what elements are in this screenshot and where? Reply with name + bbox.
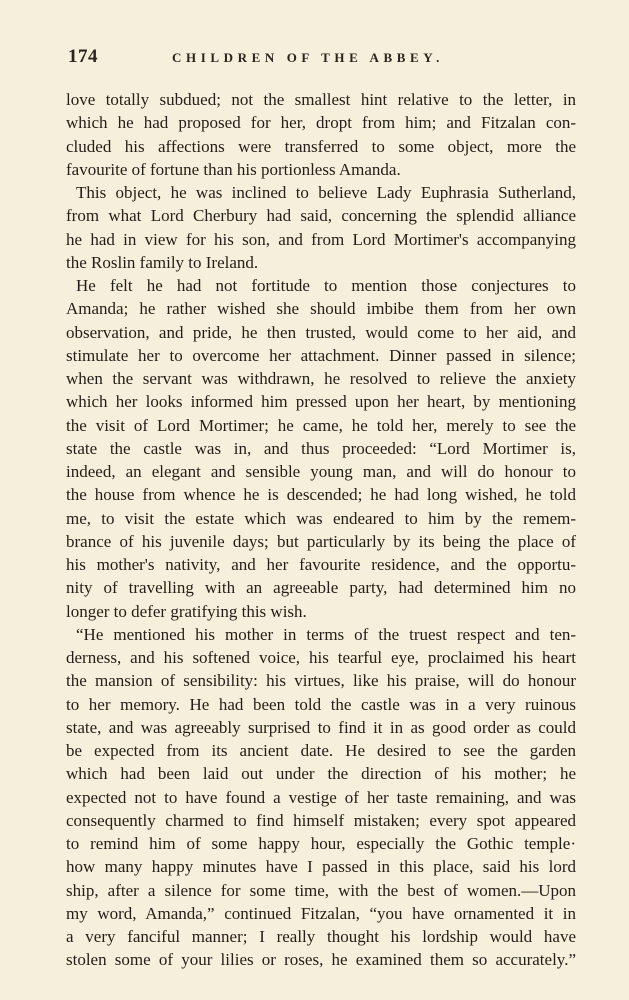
text-line: cluded his affections were transferred to some object, more the bbox=[66, 136, 576, 156]
text-line: love totally subdued; not the smallest hint relative to the letter, in bbox=[66, 90, 576, 109]
text-line: to her memory. He had been told the castle was in a very ruinous bbox=[66, 694, 576, 714]
text-line: This object, he was inclined to believe Lady Euphrasia Sutherland, bbox=[76, 183, 576, 202]
text-line: favourite of fortune than his portionless Amanda. bbox=[66, 159, 401, 179]
text-line: consequently charmed to find himself mistaken; every spot appeared bbox=[66, 810, 576, 830]
text-line: “He mentioned his mother in terms of the truest respect and ten- bbox=[76, 624, 576, 644]
text-line: he had in view for his son, and from Lord Mortimer's accompanying bbox=[66, 229, 576, 249]
text-line: how many happy minutes have I passed in this place, said his lord bbox=[66, 857, 576, 877]
text-line: stimulate her to overcome her attachment. Dinner passed in silence; bbox=[66, 345, 576, 365]
page-number: 174 bbox=[68, 46, 98, 67]
text-line: from what Lord Cherbury had said, concerning the splendid alliance bbox=[66, 206, 576, 226]
text-line: be expected from its ancient date. He desired to see the garden bbox=[66, 741, 576, 760]
text-line: ship, after a silence for some time, with the best of women.—Upon bbox=[66, 880, 576, 900]
text-line: the mansion of sensibility: his virtues, like his praise, will do honour bbox=[66, 671, 576, 691]
text-line: the Roslin family to Ireland. bbox=[66, 252, 259, 272]
text-line: expected not to have found a vestige of her taste remaining, and was bbox=[66, 787, 576, 807]
text-line: He felt he had not fortitude to mention those conjectures to bbox=[76, 276, 576, 295]
text-line: indeed, an elegant and sensible young man, and will do honour to bbox=[66, 462, 576, 481]
text-line: the house from whence he is descended; he had long wished, he told bbox=[66, 485, 576, 505]
text-line: which he had proposed for her, dropt from him; and Fitzalan con- bbox=[66, 113, 576, 133]
text-line: a very fanciful manner; I really thought his lordship would have bbox=[66, 927, 576, 946]
text-line: me, to visit the estate which was endeared to him by the remem- bbox=[66, 508, 576, 528]
body-text bbox=[66, 88, 576, 972]
text-line: which had been laid out under the direction of his mother; he bbox=[66, 764, 576, 784]
text-line: his mother's nativity, and her favourite residence, and the opportu- bbox=[66, 555, 576, 574]
text-line: derness, and his softened voice, his tearful eye, proclaimed his heart bbox=[66, 648, 576, 667]
text-line: observation, and pride, he then trusted, would come to her aid, and bbox=[66, 322, 576, 342]
text-line: state the castle was in, and thus proceeded: “Lord Mortimer is, bbox=[66, 438, 576, 458]
text-line: brance of his juvenile days; but particularly by its being the place of bbox=[66, 531, 576, 551]
text-line: the visit of Lord Mortimer; he came, he told her, merely to see the bbox=[66, 415, 576, 435]
text-line: which her looks informed him pressed upon her heart, by mentioning bbox=[66, 392, 576, 412]
text-line: my word, Amanda,” continued Fitzalan, “you have ornamented it in bbox=[66, 903, 576, 923]
text-line: state, and was agreeably surprised to find it in as good order as could bbox=[66, 717, 576, 737]
text-line: to remind him of some happy hour, especially the Gothic temple· bbox=[66, 834, 576, 853]
text-line: nity of travelling with an agreeable party, had determined him no bbox=[66, 578, 576, 598]
text-line: longer to defer gratifying this wish. bbox=[66, 601, 307, 621]
text-line: Amanda; he rather wished she should imbibe them from her own bbox=[66, 299, 576, 319]
text-line: stolen some of your lilies or roses, he examined them so accurately.” bbox=[66, 950, 576, 970]
running-head: CHILDREN OF THE ABBEY. bbox=[172, 50, 444, 65]
text-line: when the servant was withdrawn, he resolved to relieve the anxiety bbox=[66, 369, 576, 388]
page-header bbox=[68, 46, 608, 74]
